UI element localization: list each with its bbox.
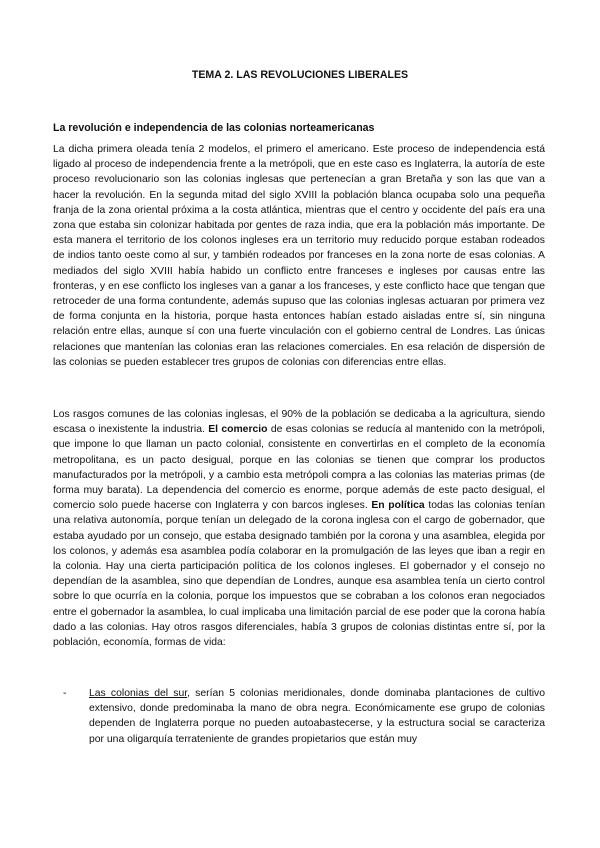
list-bullet: - — [63, 688, 67, 699]
paragraph-independence: La dicha primera oleada tenía 2 modelos, el primero el americano. Este proceso de independencia está ligado al proceso de independencia frente a la metrópoli, que en este caso es Inglaterra, la autoría de este proceso revolucionario son las colonias inglesas que pertenecían a gran Bretaña y son las que van a hacer la revolución. En la segunda mitad del siglo XVIII la población blanca ocupaba solo una pequeña franja de la zona oriental próxima a la costa atlántica, mientras que el centro y occidente del país era una zona que estaba sin colonizar habitada por gentes de raza india, que era la población más importante. De esta manera el territorio de los colonos ingleses era un territorio muy reducido porque estaban rodeados de indios tanto oeste como al sur, y también rodeados por franceses en la zona norte de esas colonias. A mediados del siglo XVIII había habido un conflicto entre franceses e ingleses por causas entre las fronteras, y en ese conflicto los ingleses van a ganar a los franceses, y este conflicto hace que tengan que retroceder de una forma contundente, además supuso que las colonias inglesas actuaran por primera vez de forma conjunta en la historia, porque hasta entonces habían estado aisladas entre sí, sin ninguna relación entre ellas, aunque sí con una fuerte vinculación con el gobierno central de Londres. Las únicas relaciones que mantenían las colonias eran las relaciones comerciales. En esa relación de dispersión de las colonias se pueden establecer tres grupos de colonias con diferencias entre ellas. — [53, 144, 545, 368]
list-item-text: , serían 5 colonias meridionales, donde dominaba plantaciones de cultivo extensivo, donde predominaba la mano de obra negra. Económicamente ese grupo de colonias dependen de Inglaterra porque no pueden autoabastecerse, y la estructura social se caracteriza por una oligarquía terrateniente de grandes propietarios que están muy — [89, 688, 545, 745]
bold-term-comercio: El comercio — [208, 424, 268, 436]
paragraph-text: todas las colonias tenían una relativa autonomía, porque tenían un delegado de la corona inglesa con el cargo de gobernador, que estaba ayudado por un consejo, que estaba designado también por la corona y una asamblea, elegida por los colonos, y además esa asamblea podía colaborar en la promulgación de las leyes que iban a regir en la colonia. Hay una cierta participación política de los colonos ingleses. El gobernador y el consejo no dependían de la asamblea, sino que dependían de Londres, aunque esa asamblea tenía un cierto control sobre lo que ocurría en la colonia, porque los impuestos que se cobraban a los colonos eran negociados entre el gobernador la asamblea, lo cual implicaba una limitación parcial de ese poder que la corona había dado a las colonias. Hay otros rasgos diferenciales, había 3 grupos de colonias distintas entre sí, por la población, economía, formas de vida: — [53, 500, 546, 649]
paragraph-text: de esas colonias se reducía al mantenido con la metrópoli, que impone lo que llaman un pacto colonial, consistente en convertirlas en el completo de la economía metropolitana, es un pacto desigual, porque en las colonias se tienen que comprar los productos manufacturados por la metrópoli, y a cambio esta metrópoli compra a las colonias las materias primas (de forma muy barata). La dependencia del comercio es enorme, porque además de este pacto desigual, el comercio solo puede hacerse con Inglaterra y con barcos ingleses. — [53, 424, 545, 512]
page-title: TEMA 2. LAS REVOLUCIONES LIBERALES — [191, 69, 409, 81]
underlined-term: Las colonias del sur — [89, 688, 188, 699]
bold-term-politica: En política — [371, 500, 425, 512]
paragraph-text: Los rasgos comunes de las colonias inglesas, el 90% de la población se dedicaba a la agricultura, siendo escasa o inexistente la industria. — [53, 409, 545, 436]
section-heading: La revolución e independencia de las colonias norteamericanas — [53, 122, 375, 134]
paragraph-common-traits — [53, 407, 545, 650]
list-item — [53, 686, 545, 747]
colonies-list — [53, 686, 545, 747]
